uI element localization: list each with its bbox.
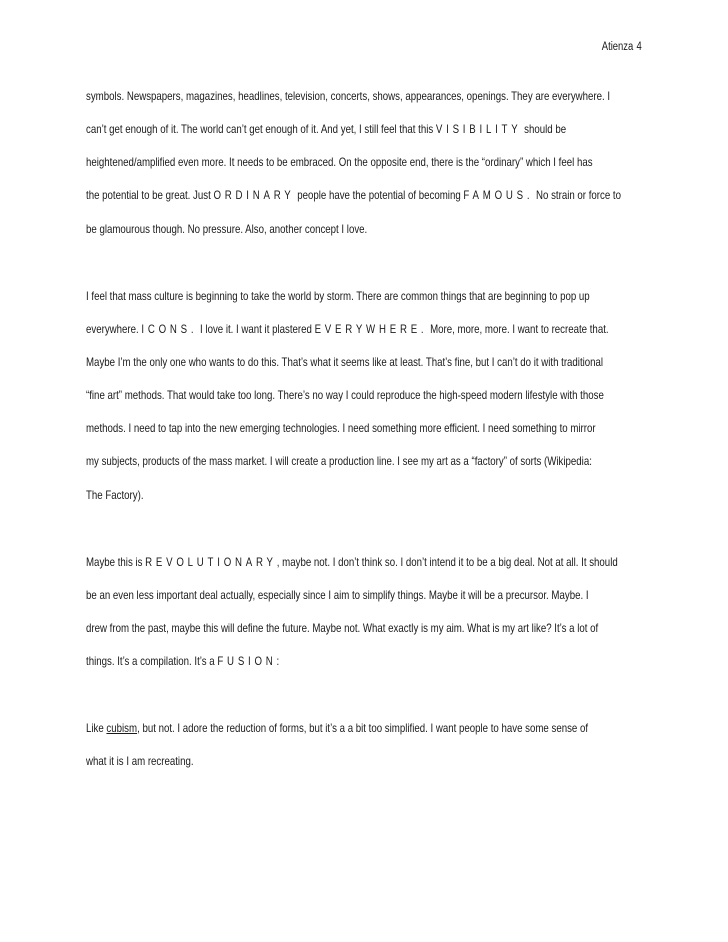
text-segment: Like	[86, 721, 107, 736]
text-line	[86, 712, 589, 745]
text-line	[86, 745, 542, 778]
text-segment: the potential to be great. Just	[86, 188, 214, 203]
emphasized-word: FUSION:	[217, 654, 284, 669]
text-segment: I feel that mass culture is beginning to take the world by storm. There are common things that are beginning to pop up	[86, 288, 590, 303]
text-line	[86, 113, 567, 146]
text-line	[86, 313, 609, 346]
text-segment: More, more, more. I want to recreate that.	[427, 321, 609, 336]
text-segment: Maybe this is	[86, 554, 146, 569]
text-line	[86, 546, 618, 579]
text-segment: methods. I need to tap into the new emerging technologies. I need something more efficient. I need something to mirror	[86, 421, 596, 436]
page-number: 4	[636, 41, 642, 53]
paragraph	[86, 80, 642, 246]
text-line	[86, 579, 589, 612]
emphasized-word: REVOLUTIONARY	[145, 554, 277, 569]
text-line	[86, 179, 621, 212]
text-line	[86, 412, 596, 445]
text-segment: people have the potential of becoming	[294, 188, 464, 203]
text-line	[86, 146, 593, 179]
author-name: Atienza	[602, 41, 634, 53]
paragraph	[86, 546, 642, 679]
text-segment: symbols. Newspapers, magazines, headlines, television, concerts, shows, appearances, openings. They are everywhere. I	[86, 89, 611, 103]
text-line	[86, 213, 542, 246]
text-line	[86, 445, 592, 478]
text-segment: Maybe I’m the only one who wants to do this. That’s what it seems like at least. That’s fine, but I can’t do it with traditional	[86, 354, 604, 369]
page-header	[602, 41, 642, 53]
text-segment: can’t get enough of it. The world can’t get enough of it. And yet, I still feel that this	[86, 122, 436, 137]
text-line	[86, 612, 599, 645]
hyperlink[interactable]: cubism	[106, 721, 138, 736]
text-segment: my subjects, products of the mass market. I will create a production line. I see my art as a “factory” of sorts (Wikipedia:	[86, 454, 592, 469]
paragraph	[86, 712, 642, 778]
text-line	[86, 280, 590, 313]
emphasized-word: VISIBILITY	[435, 122, 522, 137]
text-segment: The Factory).	[86, 487, 144, 502]
text-line	[86, 479, 542, 512]
text-line	[86, 379, 604, 412]
paragraph	[86, 280, 642, 512]
text-segment: what it is I am recreating.	[86, 754, 194, 769]
text-segment: everywhere.	[86, 321, 142, 336]
text-segment: I love it. I want it plastered	[197, 321, 315, 336]
emphasized-word: FAMOUS.	[463, 188, 534, 203]
text-segment: drew from the past, maybe this will define the future. Maybe not. What exactly is my aim. What is my art like? It’s a lot of	[86, 620, 599, 635]
text-line	[86, 346, 604, 379]
text-segment: , maybe not. I don’t think so. I don’t intend it to be a big deal. Not at all. It should	[276, 554, 618, 569]
text-segment: , but not. I adore the reduction of forms, but it’s a a bit too simplified. I want people to have some sense of	[137, 721, 589, 736]
text-line	[86, 80, 611, 113]
emphasized-word: EVERYWHERE.	[314, 321, 428, 336]
text-segment: No strain or force to	[533, 188, 621, 203]
text-line	[86, 645, 542, 678]
emphasized-word: ICONS.	[141, 321, 198, 336]
text-segment: “fine art” methods. That would take too long. There’s no way I could reproduce the high-speed modern lifestyle with those	[86, 388, 604, 403]
text-segment: be glamourous though. No pressure. Also, another concept I love.	[86, 221, 368, 236]
text-segment: should be	[521, 122, 567, 137]
emphasized-word: ORDINARY	[213, 188, 295, 203]
text-segment: be an even less important deal actually, especially since I aim to simplify things. Maybe it will be a precursor. Maybe. I	[86, 587, 589, 602]
document-body	[86, 80, 642, 813]
text-segment: things. It’s a compilation. It’s a	[86, 654, 218, 669]
text-segment: heightened/amplified even more. It needs to be embraced. On the opposite end, there is the “ordinary” which I feel has	[86, 155, 593, 170]
